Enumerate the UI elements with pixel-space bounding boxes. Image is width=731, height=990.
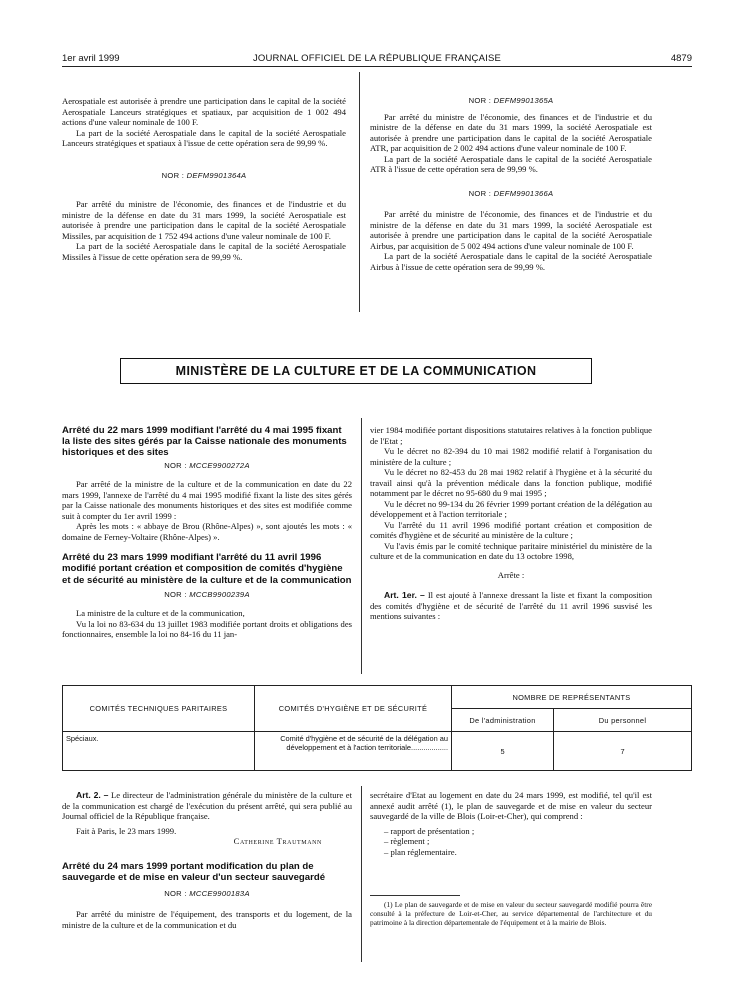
paragraph: vier 1984 modifiée portant dispositions statutaires relatives à la fonction publique de l'Etat ;: [370, 425, 652, 446]
paragraph: Par arrêté du ministre de l'économie, des finances et de l'industrie et du ministre de la défense en date du 31 mars 1999, la société Aerospatiale est autorisée à prendre une participation dans le capital de la société Aerospatiale Missiles, par acquisition de 1 752 494 actions d'une valeur nominale de 100 F.: [62, 199, 346, 241]
column-divider: [361, 786, 362, 962]
table-row: [63, 732, 692, 771]
table-header-admin: De l'administration: [452, 709, 554, 732]
paragraph: Par arrêté du ministre de l'équipement, des transports et du logement, de la ministre de la culture et de la communication et du: [62, 909, 352, 930]
paragraph: Vu l'arrêté du 11 avril 1996 modifié portant création et composition de comités d'hygiène et de sécurité au ministère de la culture ;: [370, 519, 652, 540]
column-divider: [361, 418, 362, 674]
paragraph: La part de la société Aerospatiale dans le capital de la société Aerospatiale Airbus à l'issue de cette opération sera de 99,99 %.: [370, 251, 652, 272]
nor-reference: [370, 189, 652, 200]
ministry-title: MINISTÈRE DE LA CULTURE ET DE LA COMMUNICATION: [120, 358, 592, 384]
paragraph: Vu le décret no 99-134 du 26 février 1999 portant création de la délégation au développement et à l'action territoriale ;: [370, 498, 652, 519]
middle-left-column: [62, 425, 352, 640]
nor-code: MCCB9900239A: [189, 589, 250, 599]
decree-title: Arrêté du 23 mars 1999 modifiant l'arrêté du 11 avril 1996 modifié portant création et composition de comités d'hygiène et de sécurité au ministère de la culture et de la communication: [62, 552, 352, 586]
article-label: Art. 2. –: [76, 790, 109, 800]
arrete-label: Arrête :: [497, 569, 525, 580]
footnote: (1) Le plan de sauvegarde et de mise en valeur du secteur sauvegardé modifié pourra être consulté à la préfecture de Loir-et-Cher, au service départemental de l'architecture et du patrimoine à la direction départementale de l'équipement et à la mairie de Blois.: [370, 900, 652, 927]
paragraph: La part de la société Aerospatiale dans le capital de la société Aerospatiale Lanceurs stratégiques et spatiaux à l'issue de cette opération sera de 99,99 %.: [62, 127, 346, 148]
nor-label: NOR :: [164, 460, 187, 470]
nor-code: MCCE9900272A: [189, 460, 250, 470]
header-date: 1er avril 1999: [62, 53, 120, 64]
top-left-column: [62, 96, 346, 262]
nor-code: DEFM9901366A: [493, 188, 554, 198]
table-header-group: NOMBRE DE REPRÉSENTANTS: [452, 686, 692, 709]
paragraph: Après les mots : « abbaye de Brou (Rhône-Alpes) », sont ajoutés les mots : « domaine de Ferney-Voltaire (Rhône-Alpes) ».: [62, 521, 352, 542]
article-2: [62, 790, 352, 822]
paragraph: Par arrêté du ministre de l'économie, des finances et de l'industrie et du ministre de la défense en date du 31 mars 1999, la société Aerospatiale est autorisée à prendre une participation dans le capital de la société Aerospatiale Airbus, par acquisition de 5 002 494 actions d'une valeur nominale de 100 F.: [370, 209, 652, 251]
table-cell-admin: 5: [452, 732, 554, 771]
column-divider: [359, 72, 360, 312]
nor-label: NOR :: [468, 188, 492, 198]
decree-title: Arrêté du 24 mars 1999 portant modification du plan de sauvegarde et de mise en valeur d'un secteur sauvegardé: [62, 860, 326, 883]
list-item: – règlement ;: [384, 836, 430, 846]
nor-code: DEFM9901364A: [186, 170, 247, 180]
nor-code: MCCE9900183A: [189, 888, 250, 898]
nor-reference: [62, 889, 352, 900]
table-header-chs: COMITÉS D'HYGIÈNE ET DE SÉCURITÉ: [255, 686, 452, 732]
table-cell-chs: Comité d'hygiène et de sécurité de la délégation au développement et à l'action territoriale..................: [255, 732, 452, 771]
nor-label: NOR :: [161, 170, 185, 180]
article-label: Art. 1er. –: [384, 590, 425, 600]
paragraph: Vu l'avis émis par le comité technique paritaire ministériel du ministère de la culture et de la communication en date du 13 octobre 1998,: [370, 540, 652, 561]
decree-title: Arrêté du 22 mars 1999 modifiant l'arrêté du 4 mai 1995 fixant la liste des sites gérés par la Caisse nationale des monuments historiques et des sites: [62, 425, 347, 459]
page-header: [62, 50, 692, 66]
table-header-personnel: Du personnel: [554, 709, 692, 732]
table-cell-personnel: 7: [554, 732, 692, 771]
nor-label: NOR :: [468, 96, 492, 105]
page-number: 4879: [670, 53, 692, 64]
header-rule: [62, 66, 692, 67]
paragraph: secrétaire d'Etat au logement en date du 24 mars 1999, est modifié, tel qu'il est annexé audit arrêté (1), le plan de sauvegarde et de mise en valeur du secteur sauvegardé de la ville de Blois (Loir-et-Cher), qui comprend :: [370, 790, 652, 821]
nor-label: NOR :: [164, 589, 187, 599]
middle-right-column: [370, 425, 652, 622]
footnote-rule: [370, 895, 460, 896]
paragraph: Aerospatiale est autorisée à prendre une participation dans le capital de la société Aerospatiale Lanceurs stratégiques et spatiaux, par acquisition de 1 002 494 actions d'une valeur nominale de 100 F.: [62, 96, 346, 127]
bottom-right-column: [370, 790, 652, 927]
paragraph: Vu la loi no 83-634 du 13 juillet 1983 modifiée portant droits et obligations des fonctionnaires, ensemble la loi no 84-16 du 11 jan-: [62, 618, 352, 640]
paragraph: Vu le décret no 82-453 du 28 mai 1982 relatif à l'hygiène et à la sécurité du travail ainsi qu'à la prévention médicale dans la fonction publique, modifié notamment par le décret no 95-680 du 9 mai 1995 ;: [370, 467, 652, 498]
paragraph: La part de la société Aerospatiale dans le capital de la société Aerospatiale Missiles à l'issue de cette opération sera de 99,99 %.: [62, 241, 346, 262]
nor-code: DEFM9901365A: [493, 96, 554, 105]
bottom-left-column: [62, 790, 352, 930]
nor-label: NOR :: [164, 888, 187, 898]
article-text: Le directeur de l'administration générale du ministère de la culture et de la communication est chargé de l'exécution du présent arrêté, qui sera publié au Journal officiel de la République française.: [62, 790, 352, 821]
place-date: Fait à Paris, le 23 mars 1999.: [76, 825, 177, 836]
nor-reference: [62, 171, 346, 182]
top-right-column: [370, 96, 652, 272]
representatives-table: [62, 685, 692, 771]
article-1: [370, 590, 652, 622]
signature: Catherine Trautmann: [233, 836, 322, 846]
nor-reference: [370, 96, 652, 107]
journal-title: JOURNAL OFFICIEL DE LA RÉPUBLIQUE FRANÇAISE: [252, 53, 502, 64]
article-text: Il est ajouté à l'annexe dressant la liste et fixant la composition des comités d'hygiène et de sécurité de l'arrêté du 11 avril 1996 susvisé les mentions suivantes :: [370, 590, 653, 621]
nor-reference: [62, 461, 352, 472]
table-cell-ctp: Spéciaux.: [63, 732, 255, 771]
paragraph: La part de la société Aerospatiale dans le capital de la société Aerospatiale ATR à l'issue de cette opération sera de 99,99 %.: [370, 153, 652, 174]
table-header-ctp: COMITÉS TECHNIQUES PARITAIRES: [63, 686, 255, 732]
list-item: – plan réglementaire.: [384, 846, 457, 857]
paragraph: Par arrêté du ministre de l'économie, des finances et de l'industrie et du ministre de la défense en date du 31 mars 1999, la société Aerospatiale est autorisée à prendre une participation dans le capital de la société Aerospatiale ATR, par acquisition de 2 002 494 actions d'une valeur nominale de 100 F.: [370, 111, 652, 153]
nor-reference: [62, 590, 352, 601]
paragraph: La ministre de la culture et de la communication,: [76, 608, 245, 619]
paragraph: Par arrêté de la ministre de la culture et de la communication en date du 22 mars 1999, l'annexe de l'arrêté du 4 mai 1995 modifié fixant la liste des sites gérés par la Caisse nationale des monuments historiques et des sites est modifiée comme suit à compter du 1er avril 1999 :: [62, 479, 352, 521]
paragraph: Vu le décret no 82-394 du 10 mai 1982 modifié relatif à l'organisation du ministère de la culture ;: [370, 446, 652, 467]
list-item: – rapport de présentation ;: [384, 825, 475, 836]
